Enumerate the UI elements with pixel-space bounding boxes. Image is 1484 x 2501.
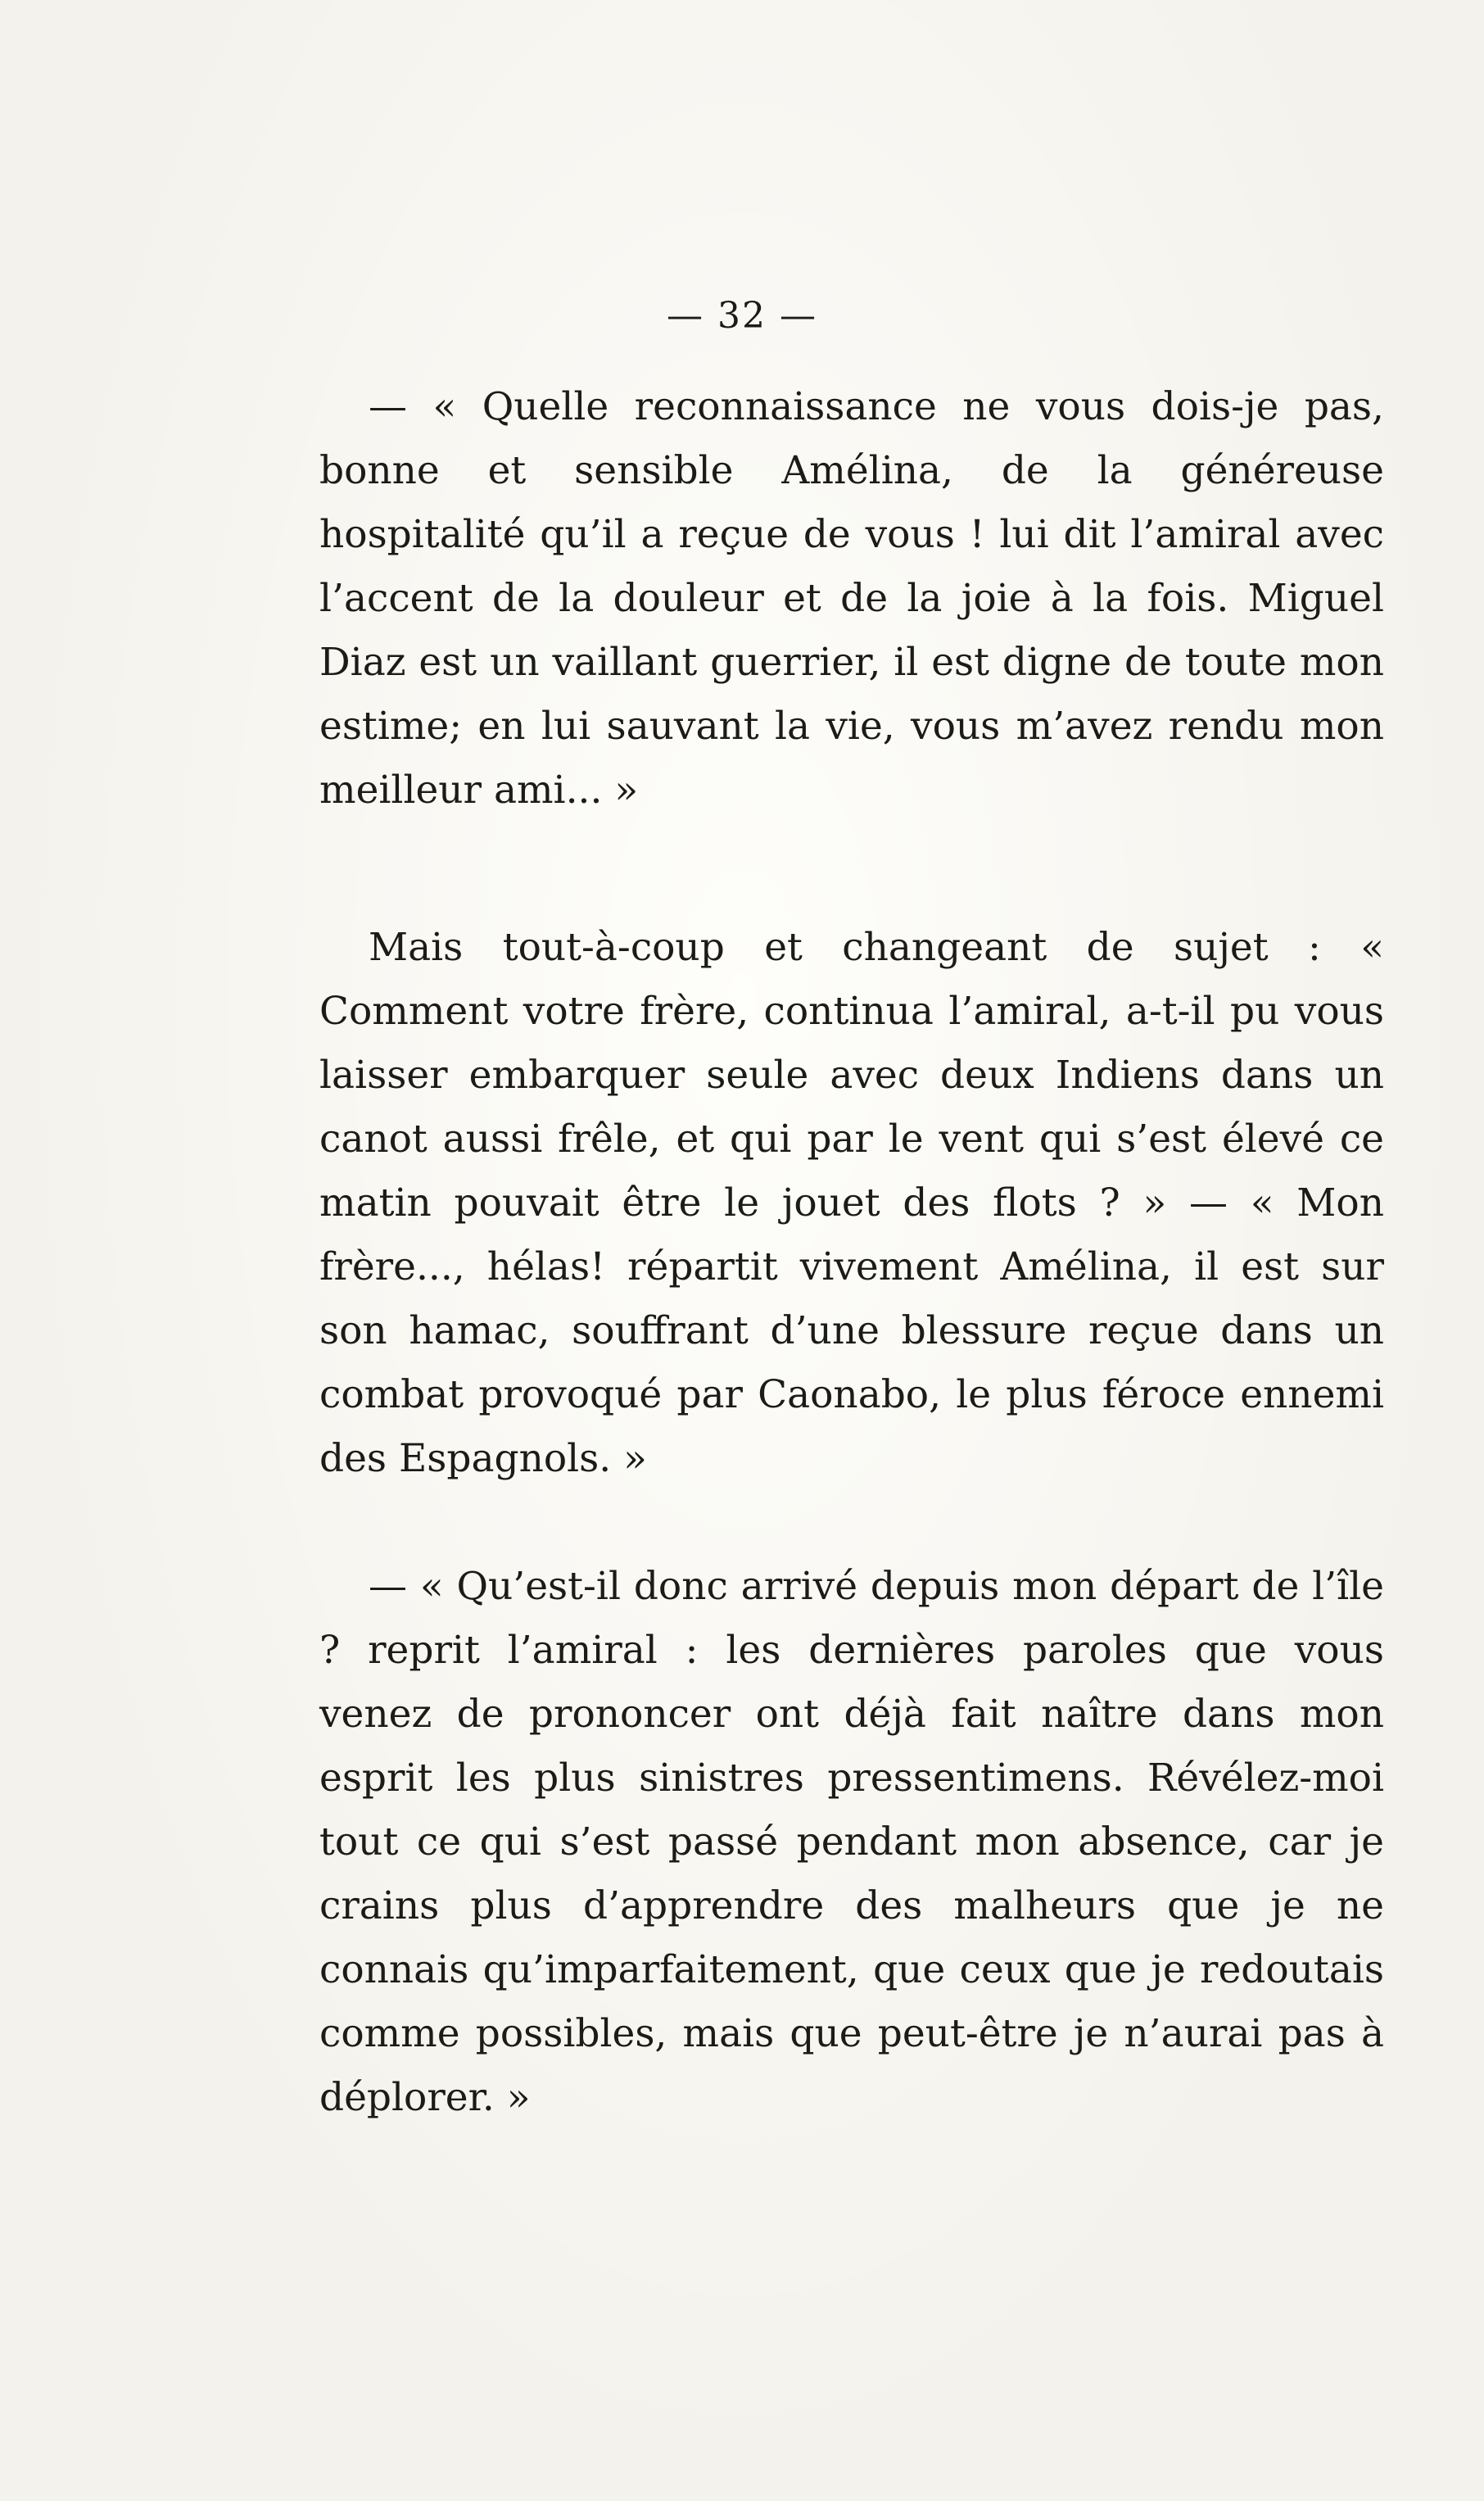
paragraph-3-block (319, 1555, 1384, 2130)
paragraph: — « Quelle reconnaissance ne vous dois-je pas, bonne et sensible Amélina, de la généreuse hospitalité qu’il a reçue de vous ! lui dit l’amiral avec l’accent de la douleur et de la joie à la fois. Miguel Diaz est un vaillant guerrier, il est digne de toute mon estime; en lui sauvant la vie, vous m’avez rendu mon meilleur ami... » (319, 384, 1384, 813)
page-number: — 32 — (667, 295, 817, 337)
paragraph-2-block (319, 916, 1384, 1491)
paragraph-1-block (319, 375, 1384, 822)
paragraph: — « Qu’est-il donc arrivé depuis mon départ de l’île ? reprit l’amiral : les dernières paroles que vous venez de prononcer ont déjà fait naître dans mon esprit les plus sinistres pressentimens. Révélez-moi tout ce qui s’est passé pendant mon absence, car je crains plus d’apprendre des malheurs que je ne connais qu’imparfaitement, que ceux que je redoutais comme possibles, mais que peut-être je n’aurai pas à déplorer. » (319, 1564, 1384, 2120)
paragraph: Mais tout-à-coup et changeant de sujet : « Comment votre frère, continua l’amiral, a-t-il pu vous laisser embarquer seule avec deux Indiens dans un canot aussi frêle, et qui par le vent qui s’est élevé ce matin pouvait être le jouet des flots ? » — « Mon frère..., hélas! répartit vivement Amélina, il est sur son hamac, souffrant d’une blessure reçue dans un combat provoqué par Caonabo, le plus féroce ennemi des Espagnols. » (319, 925, 1384, 1481)
